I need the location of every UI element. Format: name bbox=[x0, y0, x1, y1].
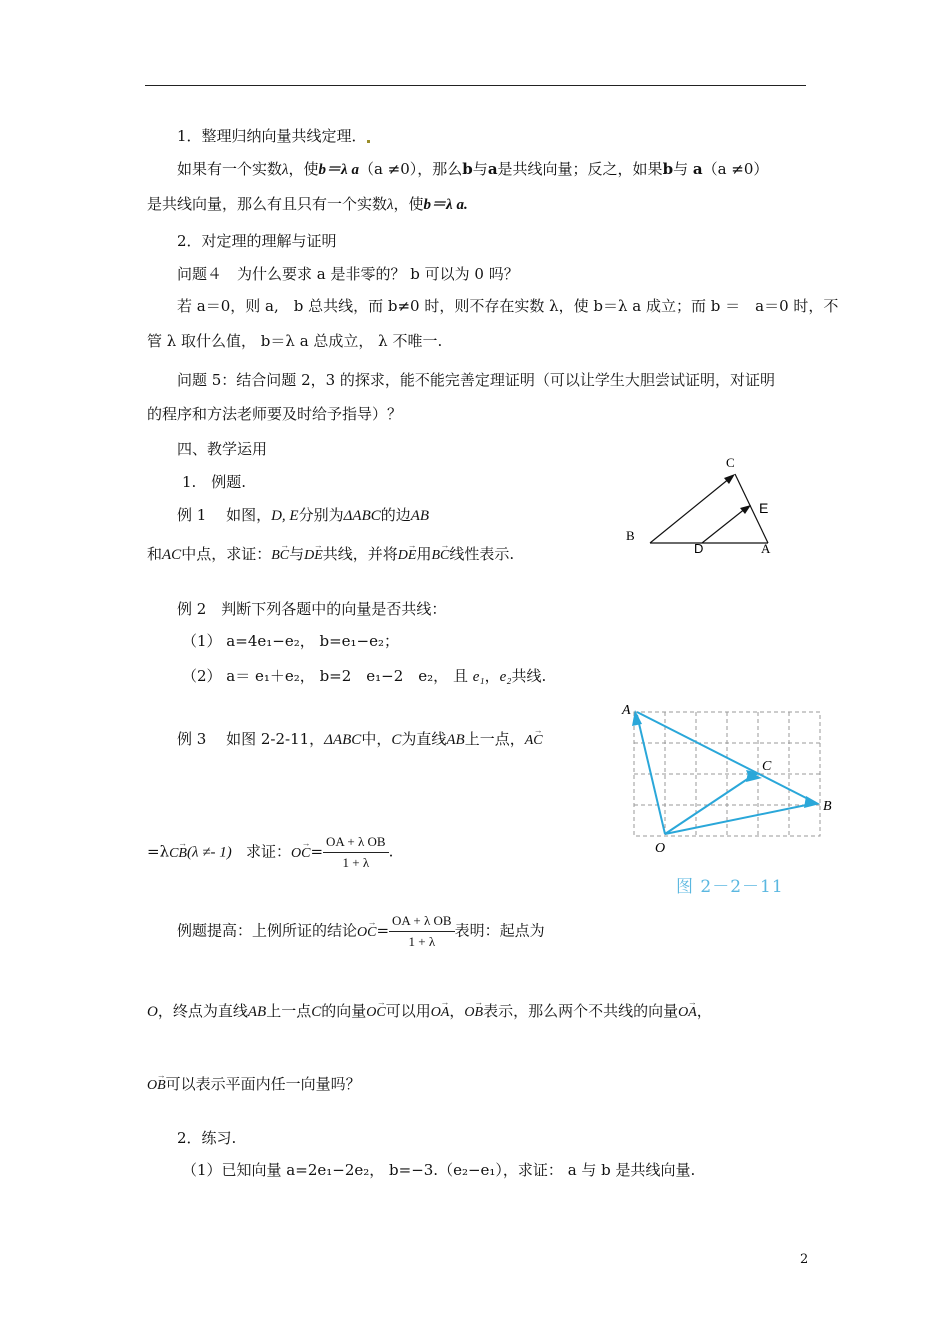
label-d: D bbox=[694, 541, 704, 556]
heading-collinear-theorem: 1．整理归纳向量共线定理． bbox=[177, 126, 370, 146]
page-number: 2 bbox=[800, 1252, 809, 1267]
arrowhead-c bbox=[724, 474, 735, 484]
heading-understanding: 2．对定理的理解与证明 bbox=[177, 232, 337, 250]
label-c: C bbox=[726, 455, 735, 470]
extension-line-1: 例题提高：上例所证的结论→ OC= $\frac{\text{OA + λ OB}}{1 + \lambda}$ 表明：起点为 bbox=[177, 911, 545, 952]
vector-de: → DE bbox=[304, 546, 323, 566]
vector-ac: → AC bbox=[525, 731, 543, 751]
vector-grid-figure bbox=[620, 700, 840, 860]
vector-de-line bbox=[702, 508, 746, 543]
example-1-line-1: 例 1 如图，D, E分别为ΔABC的边AB bbox=[177, 506, 430, 524]
label-b: B bbox=[626, 528, 635, 543]
example-2-heading: 例 2 判断下列各题中的向量是否共线： bbox=[177, 600, 447, 618]
example-3-line-2: =λ→ CB(λ ≠- 1) 求证：→ OC= $\frac{\text{OA + λ OB}}{1 + \lambda}$ . bbox=[147, 832, 393, 873]
header-rule bbox=[145, 85, 806, 86]
example-2-item-2: （2） a＝ e₁＋e₂， b=2 e₁−2 e₂， 且 e₁，e₂共线. bbox=[182, 667, 547, 685]
label-o: O bbox=[655, 841, 666, 856]
question-4-answer-2: 管 λ 取什么值， b＝λ a 总成立， λ 不唯一. bbox=[147, 332, 443, 350]
examples-heading: 1. 例题. bbox=[182, 473, 247, 491]
example-1-line-2: 和AC中点，求证：→ BC与→ DE共线，并将→ DE用→ BC线性表示. bbox=[147, 544, 514, 566]
marker-dot bbox=[367, 140, 370, 143]
theorem-line-1: 如果有一个实数λ，使b＝λ a（a ≠0），那么b与a是共线向量；反之，如果b与 a（a ≠0） bbox=[177, 160, 769, 178]
extension-line-2: O，终点为直线AB上一点C的向量→ OC可以用→ OA，→ OB表示，那么两个不共线的向量→ OA， bbox=[147, 1001, 712, 1023]
label-c3: C bbox=[762, 759, 772, 774]
label-b2: B bbox=[823, 799, 832, 814]
label-e: E bbox=[759, 500, 769, 516]
label-a: A bbox=[761, 541, 771, 556]
arrowhead-b bbox=[804, 796, 820, 808]
extension-line-3: → OB可以表示平面内任一向量吗？ bbox=[147, 1074, 361, 1096]
vector-bc-line bbox=[650, 478, 730, 543]
question-4-answer-1: 若 a＝0，则 a, b 总共线，而 b≠0 时，则不存在实数 λ，使 b＝λ a 成立；而 b ＝ a＝0 时，不 bbox=[177, 297, 839, 315]
question-5-line-1: 问题 5：结合问题 2，3 的探求，能不能完善定理证明（可以让学生大胆尝试证明，对证明 bbox=[177, 371, 775, 389]
fraction-oc-2: $\frac{\text{OA + λ OB}}{1 + \lambda}$ bbox=[389, 911, 455, 952]
example-3-line-1: 例 3 如图 2-2-11，ΔABC中，C为直线AB上一点，→ AC bbox=[177, 729, 543, 751]
example-2-item-1: （1） a=4e₁−e₂， b=e₁−e₂； bbox=[182, 632, 400, 650]
label-a2: A bbox=[622, 703, 631, 718]
section-teaching-application: 四、教学运用 bbox=[177, 440, 268, 458]
question-5-line-2: 的程序和方法老师要及时给予指导）？ bbox=[147, 405, 403, 423]
vector-bc: → BC bbox=[271, 546, 289, 566]
question-4: 问题４ 为什么要求 a 是非零的？ b 可以为 0 吗？ bbox=[177, 265, 519, 283]
practice-item-1: （1）已知向量 a=2e₁−2e₂， b=−3.（e₂−e₁），求证： a 与 b 是共线向量. bbox=[182, 1161, 696, 1179]
arrowhead-e bbox=[740, 505, 751, 514]
triangle-figure bbox=[620, 450, 790, 560]
figure-caption: 图 2－2－11 bbox=[676, 877, 784, 897]
practice-heading: 2．练习. bbox=[177, 1129, 237, 1147]
fraction-oc: $\frac{\text{OA + λ OB}}{1 + \lambda}$ bbox=[323, 832, 389, 873]
theorem-line-2: 是共线向量，那么有且只有一个实数λ，使b＝λ a. bbox=[147, 195, 468, 213]
